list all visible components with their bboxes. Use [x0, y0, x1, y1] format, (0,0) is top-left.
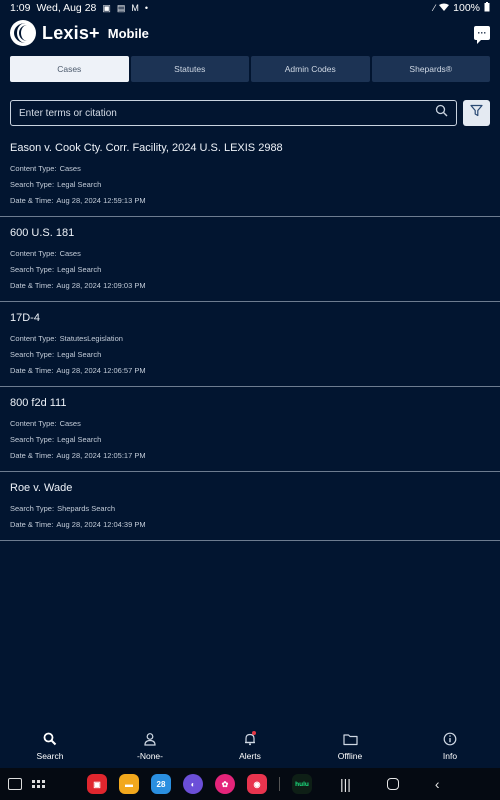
list-item[interactable]	[0, 217, 500, 302]
filter-button[interactable]	[463, 100, 490, 126]
files-app-icon[interactable]: ▬	[119, 774, 139, 794]
search-type-line: Search Type: Shepards Search	[10, 504, 116, 513]
person-icon	[142, 731, 158, 747]
list-item[interactable]	[0, 132, 500, 217]
date-time-line: Date & Time: Aug 28, 2024 12:59:13 PM	[10, 196, 146, 205]
alert-badge	[252, 731, 256, 735]
date-time-value: Aug 28, 2024 12:59:13 PM	[56, 196, 146, 205]
tab-cases[interactable]: Cases	[10, 56, 129, 82]
dot-notification-icon: •	[144, 3, 149, 13]
calendar-app-icon[interactable]: 28	[151, 774, 171, 794]
back-icon[interactable]: ‹	[434, 776, 440, 792]
hulu-app-icon[interactable]: hulu	[292, 774, 312, 794]
chat-icon[interactable]: ···	[474, 26, 490, 40]
battery-percent: 100%	[453, 2, 480, 14]
lexis-logo	[10, 20, 149, 46]
app-drawer-icon[interactable]	[32, 780, 45, 788]
result-title: Roe v. Wade	[10, 482, 73, 494]
filter-icon	[470, 104, 483, 122]
search-row	[10, 100, 490, 126]
result-title: Eason v. Cook Cty. Corr. Facility, 2024 U.S. LEXIS 2988	[10, 142, 283, 154]
search-type-line: Search Type: Legal Search	[10, 350, 102, 359]
nav-profile[interactable]	[100, 724, 200, 768]
search-type-line: Search Type: Legal Search	[10, 265, 102, 274]
mute-icon: ⁄	[433, 3, 436, 13]
content-type-value: Cases	[59, 249, 81, 258]
tab-statutes[interactable]: Statutes	[131, 56, 250, 82]
list-item[interactable]	[0, 387, 500, 472]
date-time-value: Aug 28, 2024 12:05:17 PM	[56, 451, 146, 460]
search-type-value: Legal Search	[57, 435, 102, 444]
nav-offline-label: Offline	[337, 751, 363, 761]
brand-subtitle: Mobile	[107, 25, 149, 41]
taskbar-divider	[279, 777, 280, 791]
result-title: 800 f2d 111	[10, 397, 67, 409]
bell-icon	[242, 731, 258, 747]
content-type-value: Cases	[59, 419, 81, 428]
recent-apps-icon[interactable]: |||	[340, 776, 351, 792]
nav-alerts[interactable]	[200, 724, 300, 768]
flipboard-app-icon[interactable]: ▣	[87, 774, 107, 794]
search-icon[interactable]	[435, 104, 448, 122]
result-title: 600 U.S. 181	[10, 227, 75, 239]
blossom-app-icon[interactable]: ✿	[215, 774, 235, 794]
gallery-notification-icon: ▤	[116, 3, 126, 13]
system-taskbar	[0, 768, 500, 800]
search-type-value: Legal Search	[57, 265, 102, 274]
search-box	[10, 100, 457, 126]
app-header	[0, 17, 500, 49]
list-item[interactable]	[0, 302, 500, 387]
mail-notification-icon: M	[131, 3, 139, 13]
home-icon[interactable]	[387, 778, 399, 790]
nav-search-label: Search	[36, 751, 64, 761]
nav-search[interactable]	[0, 724, 100, 768]
content-tabs	[10, 56, 490, 82]
nav-offline[interactable]	[300, 724, 400, 768]
info-icon	[442, 731, 458, 747]
brand-name: Lexis+	[42, 22, 100, 43]
internet-app-icon[interactable]: ◐	[183, 774, 203, 794]
content-type-value: StatutesLegislation	[59, 334, 123, 343]
date-time-value: Aug 28, 2024 12:06:57 PM	[56, 366, 146, 375]
content-type-value: Cases	[59, 164, 81, 173]
content-type-line: Content Type: StatutesLegislation	[10, 334, 123, 343]
search-type-line: Search Type: Legal Search	[10, 180, 102, 189]
status-bar	[0, 0, 500, 16]
date-time-value: Aug 28, 2024 12:09:03 PM	[56, 281, 146, 290]
search-type-value: Legal Search	[57, 350, 102, 359]
battery-icon	[484, 2, 490, 14]
screen-capture-icon[interactable]	[8, 778, 22, 790]
system-navigation	[340, 776, 440, 792]
status-time: 1:09	[10, 2, 31, 14]
nav-info[interactable]	[400, 724, 500, 768]
content-type-line: Content Type: Cases	[10, 164, 81, 173]
camera-app-icon[interactable]: ◉	[247, 774, 267, 794]
result-title: 17D-4	[10, 312, 40, 324]
lexis-logo-icon	[10, 20, 36, 46]
nav-info-label: Info	[442, 751, 458, 761]
recent-searches-list	[0, 132, 500, 541]
wifi-icon	[439, 3, 449, 14]
content-type-line: Content Type: Cases	[10, 249, 81, 258]
tab-shepards[interactable]: Shepards®	[372, 56, 491, 82]
date-time-line: Date & Time: Aug 28, 2024 12:09:03 PM	[10, 281, 146, 290]
search-icon	[42, 731, 58, 747]
search-input[interactable]	[19, 108, 435, 119]
date-time-line: Date & Time: Aug 28, 2024 12:04:39 PM	[10, 520, 146, 529]
search-type-line: Search Type: Legal Search	[10, 435, 102, 444]
image-notification-icon: ▣	[102, 3, 111, 13]
content-type-line: Content Type: Cases	[10, 419, 81, 428]
search-type-value: Legal Search	[57, 180, 102, 189]
date-time-line: Date & Time: Aug 28, 2024 12:06:57 PM	[10, 366, 146, 375]
nav-alerts-label: Alerts	[239, 751, 261, 761]
nav-profile-label: -None-	[137, 751, 163, 761]
folder-icon	[342, 731, 358, 747]
list-item[interactable]	[0, 472, 500, 541]
bottom-navigation	[0, 724, 500, 768]
status-date: Wed, Aug 28	[36, 2, 97, 14]
date-time-line: Date & Time: Aug 28, 2024 12:05:17 PM	[10, 451, 146, 460]
date-time-value: Aug 28, 2024 12:04:39 PM	[56, 520, 146, 529]
search-type-value: Shepards Search	[57, 504, 116, 513]
tab-admin-codes[interactable]: Admin Codes	[251, 56, 370, 82]
